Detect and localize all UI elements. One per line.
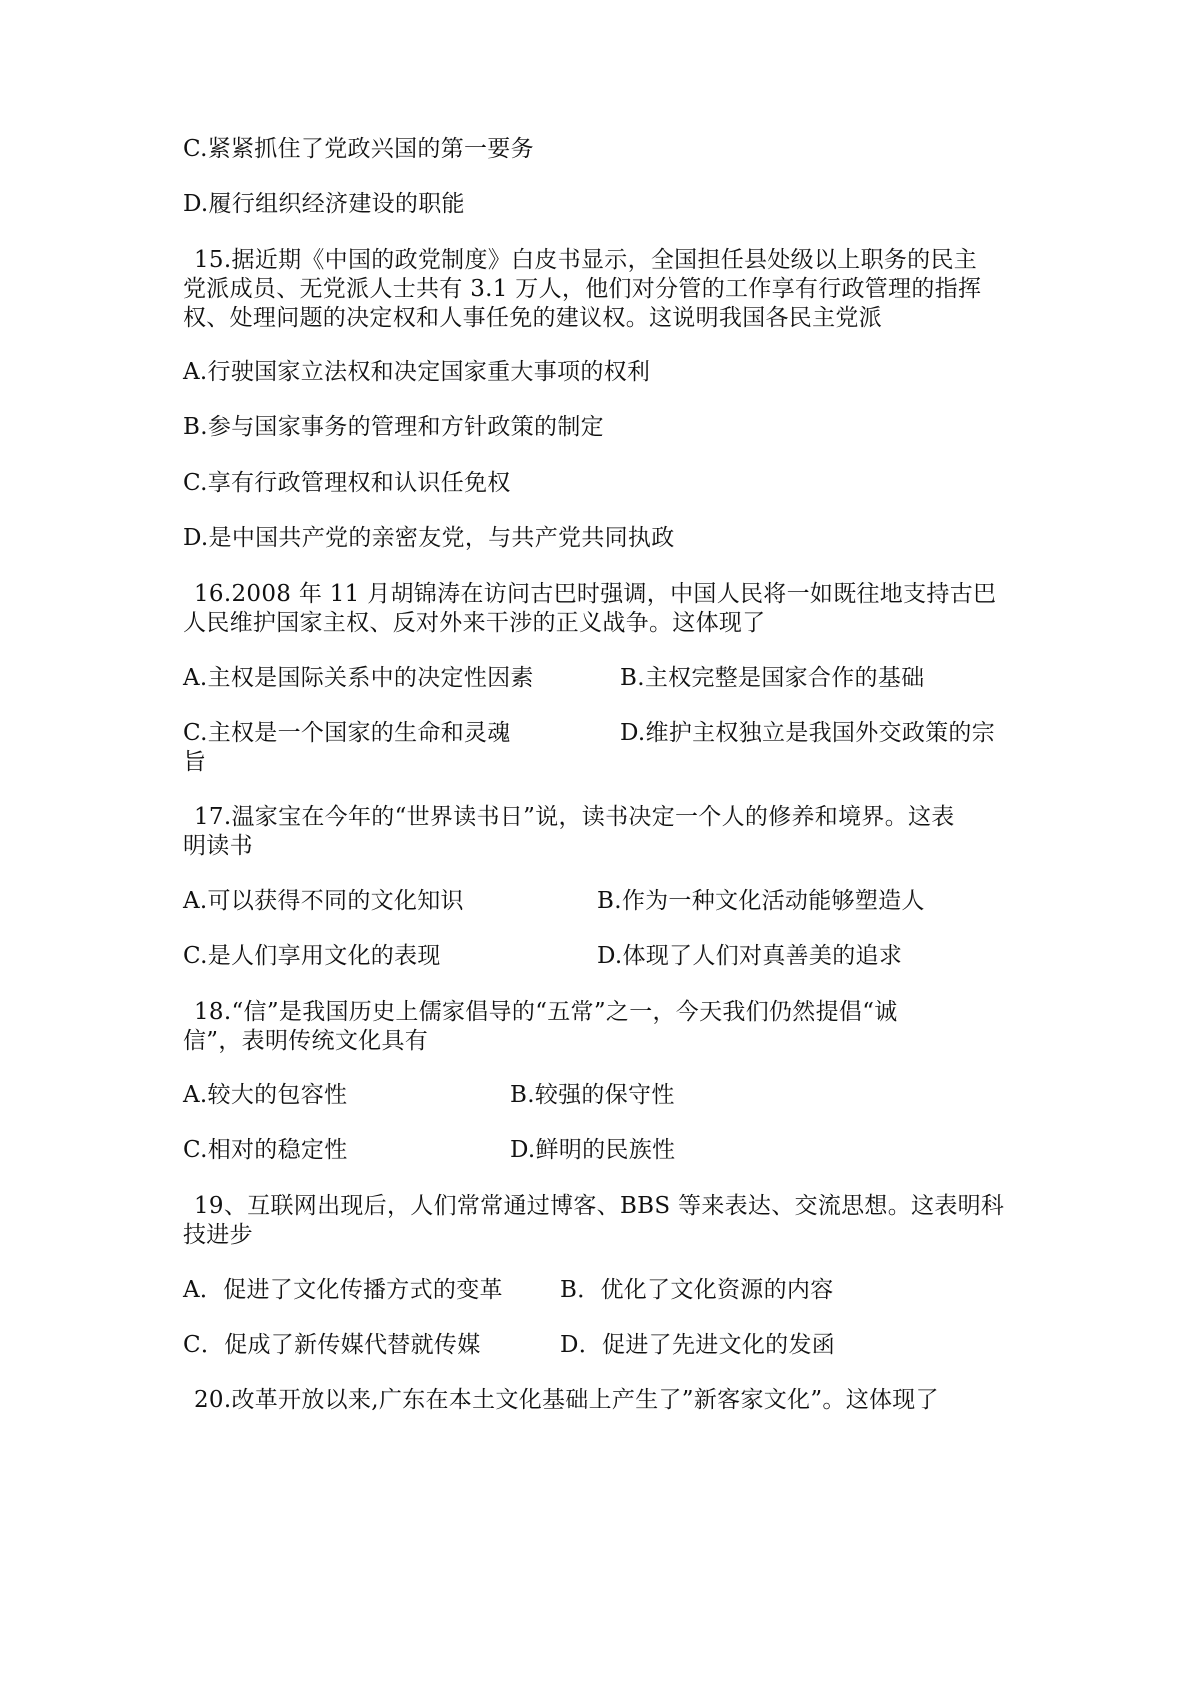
q19-stem-line-1: 19、互联网出现后，人们常常通过博客、BBS 等来表达、交流思想。这表明科 [194,1193,1005,1219]
q14-option-c: C.紧紧抓住了党政兴国的第一要务 [183,136,534,162]
q15-option-c: C.享有行政管理权和认识任免权 [183,470,511,496]
q18-option-c: C.相对的稳定性 [183,1137,348,1163]
q17-stem-line-2: 明读书 [183,833,253,859]
q16-option-c: C.主权是一个国家的生命和灵魂 [183,720,511,746]
q18-option-b: B.较强的保守性 [510,1082,675,1108]
q16-option-d: D.维护主权独立是我国外交政策的宗 [620,720,996,746]
q17-stem-line-1: 17.温家宝在今年的“世界读书日”说，读书决定一个人的修养和境界。这表 [194,804,955,830]
q19-option-b: B．优化了文化资源的内容 [560,1277,834,1303]
q19-stem-line-2: 技进步 [183,1222,253,1248]
q17-option-d: D.体现了人们对真善美的追求 [597,943,903,969]
q15-stem-line-2: 党派成员、无党派人士共有 3.1 万人，他们对分管的工作享有行政管理的指挥 [183,276,982,302]
q16-option-d-wrap: 旨 [183,749,207,775]
q18-option-a: A.较大的包容性 [183,1082,348,1108]
q14-option-d: D.履行组织经济建设的职能 [183,191,465,217]
q18-stem-line-2: 信”，表明传统文化具有 [183,1028,429,1054]
q16-option-b: B.主权完整是国家合作的基础 [620,665,925,691]
q16-stem-line-2: 人民维护国家主权、反对外来干涉的正义战争。这体现了 [183,610,766,636]
q17-option-b: B.作为一种文化活动能够塑造人 [597,888,925,914]
q19-option-a: A．促进了文化传播方式的变革 [183,1277,503,1303]
q15-option-b: B.参与国家事务的管理和方针政策的制定 [183,414,604,440]
q16-stem-line-1: 16.2008 年 11 月胡锦涛在访问古巴时强调，中国人民将一如既往地支持古巴 [194,581,997,607]
q18-option-d: D.鲜明的民族性 [510,1137,676,1163]
q15-stem-line-3: 权、处理问题的决定权和人事任免的建议权。这说明我国各民主党派 [183,305,882,331]
q15-option-a: A.行驶国家立法权和决定国家重大事项的权利 [183,359,651,385]
q20-stem-line-1: 20.改革开放以来,广东在本土文化基础上产生了”新客家文化”。这体现了 [194,1387,939,1413]
q17-option-a: A.可以获得不同的文化知识 [183,888,464,914]
q15-stem-line-1: 15.据近期《中国的政党制度》白皮书显示，全国担任县处级以上职务的民主 [194,247,978,273]
q16-option-a: A.主权是国际关系中的决定性因素 [183,665,534,691]
q19-option-d: D．促进了先进文化的发函 [560,1332,836,1358]
q18-stem-line-1: 18.“信”是我国历史上儒家倡导的“五常”之一，今天我们仍然提倡“诚 [194,999,898,1025]
q19-option-c: C．促成了新传媒代替就传媒 [183,1332,481,1358]
q17-option-c: C.是人们享用文化的表现 [183,943,441,969]
q15-option-d: D.是中国共产党的亲密友党，与共产党共同执政 [183,525,675,551]
